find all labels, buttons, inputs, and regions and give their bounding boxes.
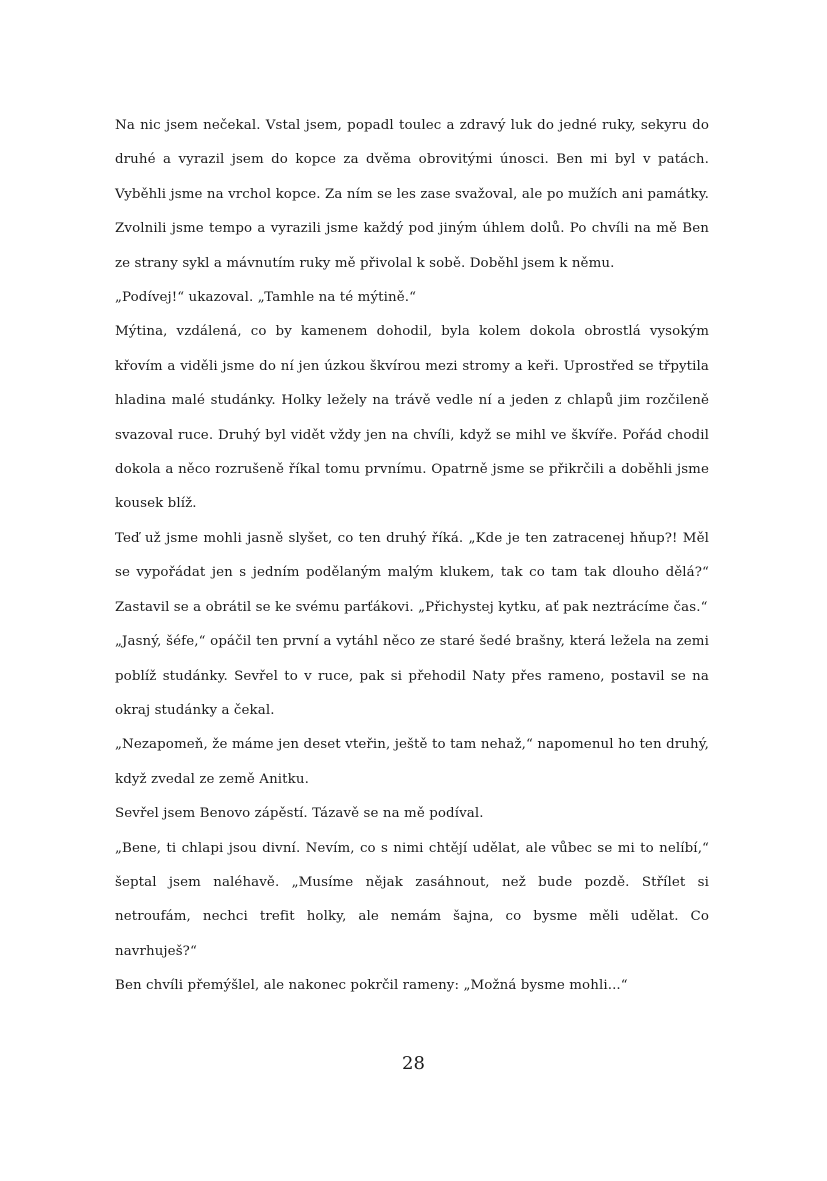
paragraph: „Podívej!“ ukazoval. „Tamhle na té mýtině.“ xyxy=(115,290,417,306)
paragraph: Ben chvíli přemýšlel, ale nakonec pokrčil rameny: „Možná bysme mohli...“ xyxy=(115,978,628,994)
paragraph: „Bene, ti chlapi jsou divní. Nevím, co s nimi chtějí udělat, ale vůbec se mi to nelíbí,“ šeptal jsem naléhavě. „Musíme nějak zasáhnout, než bude pozdě. Střílet si netroufám, nechci trefit holky, ale nemám šajna, co bysme měli udělat. Co navrhuješ?“ xyxy=(115,840,709,959)
paragraph: Mýtina, vzdálená, co by kamenem dohodil, byla kolem dokola obrostlá vysokým křovím a viděli jsme do ní jen úzkou škvírou mezi stromy a keři. Uprostřed se třpytila hladina malé studánky. Holky ležely na trávě vedle ní a jeden z chlapů jim rozčileně svazoval ruce. Druhý byl vidět vždy jen na chvíli, když se mihl ve škvíře. Pořád chodil dokola a něco rozrušeně říkal tomu prvnímu. Opatrně jsme se přikrčili a doběhli jsme kousek blíž. xyxy=(115,324,709,512)
paragraph: Sevřel jsem Benovo zápěstí. Tázavě se na mě podíval. xyxy=(115,806,484,822)
paragraph: „Nezapomeň, že máme jen deset vteřin, ještě to tam nehaž,“ napomenul ho ten druhý, když zvedal ze země Anitku. xyxy=(115,737,709,787)
paragraph: „Jasný, šéfe,“ opáčil ten první a vytáhl něco ze staré šedé brašny, která ležela na zemi poblíž studánky. Sevřel to v ruce, pak si přehodil Naty přes rameno, postavil se na okraj studánky a čekal. xyxy=(115,634,709,718)
body-text xyxy=(115,109,709,1004)
paragraph: Teď už jsme mohli jasně slyšet, co ten druhý říká. „Kde je ten zatracenej hňup?! Měl se vypořádat jen s jedním podělaným malým klukem, tak co tam tak dlouho dělá?“ Zastavil se a obrátil se ke svému parťákovi. „Přichystej kytku, ať pak neztrácíme čas.“ xyxy=(115,530,709,615)
paragraph: Na nic jsem nečekal. Vstal jsem, popadl toulec a zdravý luk do jedné ruky, sekyru do druhé a vyrazil jsem do kopce za dvěma obrovitými únosci. Ben mi byl v patách. Vyběhli jsme na vrchol kopce. Za ním se les zase svažoval, ale po mužích ani památky. Zvolnili jsme tempo a vyrazili jsme každý pod jiným úhlem dolů. Po chvíli na mě Ben ze strany sykl a mávnutím ruky mě přivolal k sobě. Doběhl jsem k němu. xyxy=(115,118,709,271)
page-number: 28 xyxy=(402,1053,425,1074)
